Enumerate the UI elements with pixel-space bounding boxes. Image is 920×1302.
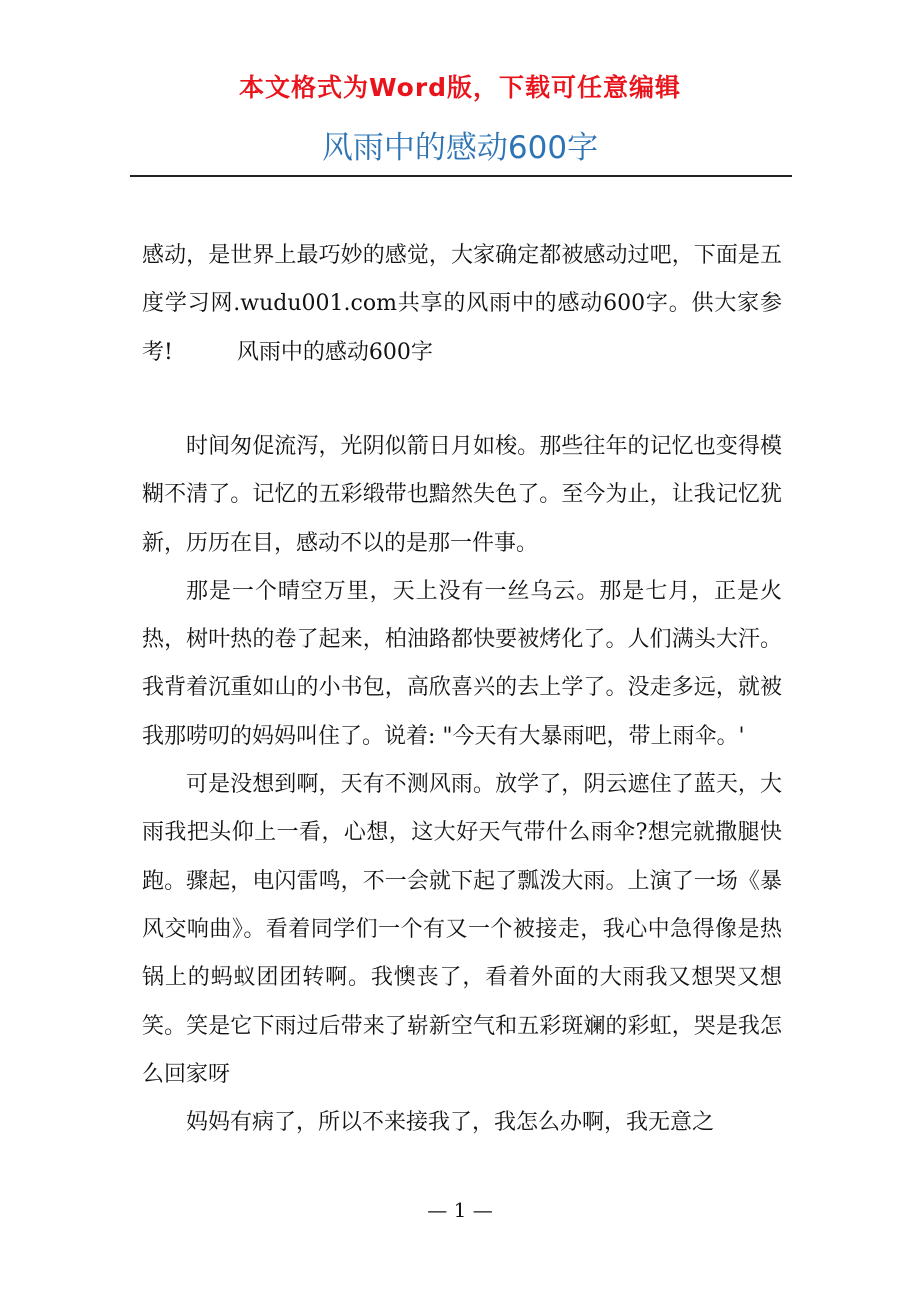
- intro-subtitle: 风雨中的感动600字: [236, 339, 433, 365]
- page-number: — 1 —: [427, 1198, 493, 1222]
- body-paragraph-1: 时间匆促流泻，光阴似箭日月如梭。那些往年的记忆也变得模糊不清了。记忆的五彩缎带也黯然失色了。至今为止，让我记忆犹新，历历在目，感动不以的是那一件事。: [142, 434, 782, 556]
- body-paragraph-3: 可是没想到啊，天有不测风雨。放学了，阴云遮住了蓝天，大雨我把头仰上一看，心想，这大好天气带什么雨伞?想完就撒腿快跑。骤起，电闪雷鸣，不一会就下起了瓢泼大雨。上演了一场《暴风交响曲》。看着同学们一个有又一个被接走，我心中急得像是热锅上的蚂蚁团团转啊。我懊丧了，看着外面的大雨我又想哭又想笑。笑是它下雨过后带来了崭新空气和五彩斑斓的彩虹，哭是我怎么回家呀: [142, 772, 782, 1087]
- article-body: [142, 423, 782, 1147]
- format-banner: 本文格式为Word版，下载可任意编辑: [238, 73, 682, 102]
- intro-text: 感动，是世界上最巧妙的感觉，大家确定都被感动过吧，下面是五度学习网.wudu001.com共享的风雨中的感动600字。供大家参考!: [142, 243, 782, 365]
- intro-paragraph: [142, 232, 782, 377]
- document-title: 风雨中的感动600字: [321, 130, 599, 166]
- body-paragraph-4: 妈妈有病了，所以不来接我了，我怎么办啊，我无意之: [186, 1110, 715, 1136]
- body-paragraph-2: 那是一个晴空万里，天上没有一丝乌云。那是七月，正是火热，树叶热的卷了起来，柏油路都快要被烤化了。人们满头大汗。我背着沉重如山的小书包，高欣喜兴的去上学了。没走多远，就被我那唠叨的妈妈叫住了。说着: "今天有大暴雨吧，带上雨伞。': [142, 578, 782, 749]
- title-divider: [130, 175, 792, 177]
